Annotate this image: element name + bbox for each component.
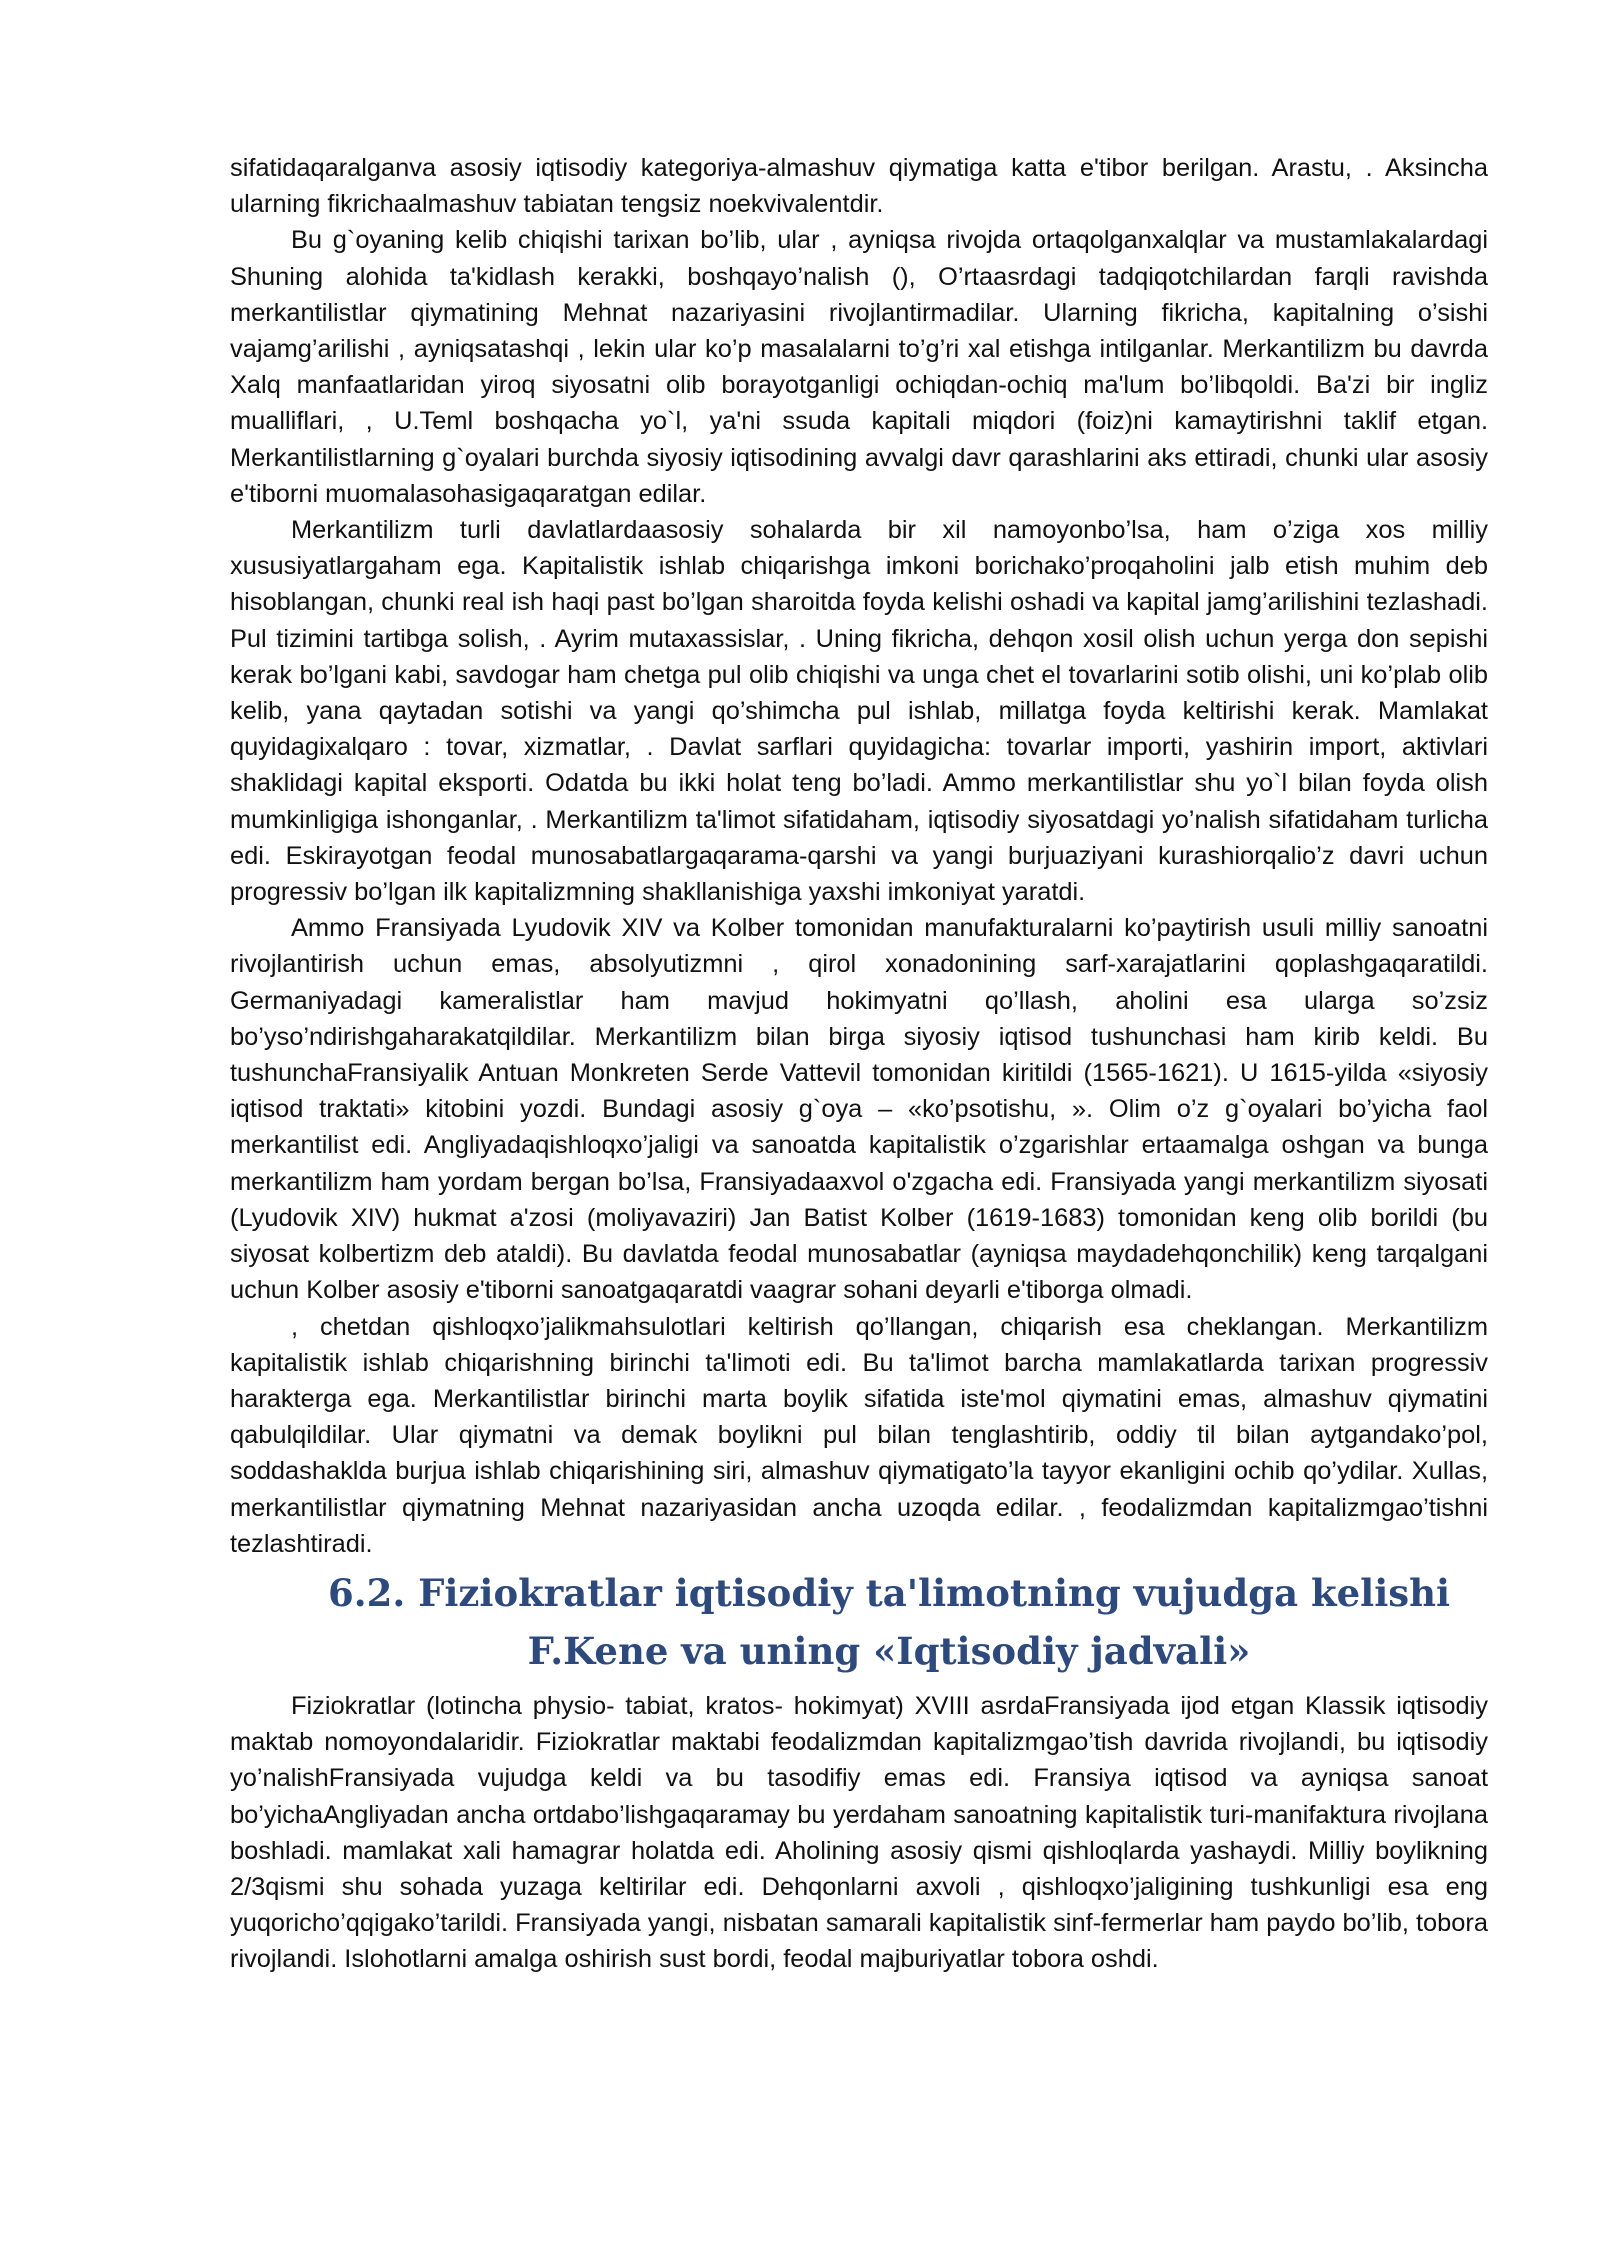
document-page: [230, 150, 1488, 1978]
paragraph-4: Ammo Fransiyada Lyudovik XIV va Kolber tomonidan manufakturalarni ko’paytirish usuli milliy sanoatni rivojlantirish uchun emas, absolyutizmni , qirol xonadonining sarf-xarajatlarini qoplashgaqaratildi. Germaniyadagi kameralistlar ham mavjud hokimyatni qo’llash, aholini esa ularga so’zsiz bo’yso’ndirishgaharakatqildilar. Merkantilizm bilan birga siyosiy iqtisod tushunchasi ham kirib keldi. Bu tushunchaFransiyalik Antuan Monkreten Serde Vattevil tomonidan kiritildi (1565-1621). U 1615-yilda «siyosiy iqtisod traktati» kitobini yozdi. Bundagi asosiy g`oya – «ko’psotishu, ». Olim o’z g`oyalari bo’yicha faol merkantilist edi. Angliyadaqishloqxo’jaligi va sanoatda kapitalistik o’zgarishlar ertaamalga oshgan va bunga merkantilizm ham yordam bergan bo’lsa, Fransiyadaaxvol o'zgacha edi. Fransiyada yangi merkantilizm siyosati (Lyudovik XIV) hukmat a'zosi (moliyavaziri) Jan Batist Kolber (1619-1683) tomonidan keng olib borildi (bu siyosat kolbertizm deb ataldi). Bu davlatda feodal munosabatlar (ayniqsa maydadehqonchilik) keng tarqalgani uchun Kolber asosiy e'tiborni sanoatgaqaratdi vaagrar sohani deyarli e'tiborga olmadi.: [230, 914, 1488, 1305]
paragraph-6: Fiziokratlar (lotincha physio- tabiat, kratos- hokimyat) XVIII asrdaFransiyada ijod etgan Klassik iqtisodiy maktab nomoyondalaridir. Fiziokratlar maktabi feodalizmdan kapitalizmgao’tish davrida rivojlandi, bu iqtisodiy yo’nalishFransiyada vujudga keldi va bu tasodifiy emas edi. Fransiya iqtisod va ayniqsa sanoat bo’yichaAngliyadan ancha ortdabo’lishgaqaramay bu yerdaham sanoatning kapitalistik turi-manifaktura rivojlana boshladi. mamlakat xali hamagrar holatda edi. Aholining asosiy qismi qishloqlarda yashaydi. Milliy boylikning 2/3qismi shu sohada yuzaga keltirilar edi. Dehqonlarni axvoli , qishloqxo’jaligining tushkunligi esa eng yuqoricho’qqigako’tarildi. Fransiyada yangi, nisbatan samarali kapitalistik sinf-fermerlar ham paydo bo’lib, tobora rivojlandi. Islohotlarni amalga oshirish sust bordi, feodal majburiyatlar tobora oshdi.: [230, 1691, 1488, 1974]
paragraph-5: , chetdan qishloqxo’jalikmahsulotlari keltirish qo’llangan, chiqarish esa cheklangan. Merkantilizm kapitalistik ishlab chiqarishning birinchi ta'limoti edi. Bu ta'limot barcha mamlakatlarda tarixan progressiv harakterga ega. Merkantilistlar birinchi marta boylik sifatida iste'mol qiymatini emas, almashuv qiymatini qabulqildilar. Ular qiymatni va demak boylikni pul bilan tenglashtirib, oddiy til bilan aytgandako’pol, soddashaklda burjua ishlab chiqarishining siri, almashuv qiymatigato’la tayyor ekanligini ochib qo’ydilar. Xullas, merkantilistlar qiymatning Mehnat nazariyasidan ancha uzoqda edilar. , feodalizmdan kapitalizmgao’tishni tezlashtiradi.: [230, 1312, 1488, 1558]
paragraph-3: Merkantilizm turli davlatlardaasosiy sohalarda bir xil namoyonbo’lsa, ham o’ziga xos milliy xususiyatlargaham ega. Kapitalistik ishlab chiqarishga imkoni borichako’proqaholini jalb etish muhim deb hisoblangan, chunki real ish haqi past bo’lgan sharoitda foyda kelishi oshadi va kapital jamg’arilishini tezlashadi. Pul tizimini tartibga solish, . Ayrim mutaxassislar, . Uning fikricha, dehqon xosil olish uchun yerga don sepishi kerak bo’lgani kabi, savdogar ham chetga pul olib chiqishi va unga chet el tovarlarini sotib olishi, uni ko’plab olib kelib, yana qaytadan sotishi va yangi qo’shimcha pul ishlab, millatga foyda keltirishi kerak. Mamlakat quyidagixalqaro : tovar, xizmatlar, . Davlat sarflari quyidagicha: tovarlar importi, yashirin import, aktivlari shaklidagi kapital eksporti. Odatda bu ikki holat teng bo’ladi. Ammo merkantilistlar shu yo`l bilan foyda olish mumkinligiga ishonganlar, . Merkantilizm ta'limot sifatidaham, iqtisodiy siyosatdagi yo’nalish sifatidaham turlicha edi. Eskirayotgan feodal munosabatlargaqarama-qarshi va yangi burjuaziyani kurashiorqalio’z davri uchun progressiv bo’lgan ilk kapitalizmning shakllanishiga yaxshi imkoniyat yaratdi.: [230, 516, 1488, 907]
paragraph-1: sifatidaqaralganva asosiy iqtisodiy kategoriya-almashuv qiymatiga katta e'tibor berilgan. Arastu, . Aksincha ularning fikrichaalmashuv tabiatan tengsiz noekvivalentdir.: [230, 154, 1488, 219]
section-heading: 6.2. Fiziokratlar iqtisodiy ta'limotning vujudga kelishi F.Kene va uning «Iqtisodiy jadvali»: [327, 1570, 1451, 1673]
paragraph-2: Bu g`oyaning kelib chiqishi tarixan bo’lib, ular , ayniqsa rivojda ortaqolganxalqlar va mustamlakalardagi Shuning alohida ta'kidlash kerakki, boshqayo’nalish (), O’rtaasrdagi tadqiqotchilardan farqli ravishda merkantilistlar qiymatining Mehnat nazariyasini rivojlantirmadilar. Ularning fikricha, kapitalning o’sishi vajamg’arilishi , ayniqsatashqi , lekin ular ko’p masalalarni to’g’ri xal etishga intilganlar. Merkantilizm bu davrda Xalq manfaatlaridan yiroq siyosatni olib borayotganligi ochiqdan-ochiq ma'lum bo’libqoldi. Ba'zi bir ingliz mualliflari, , U.Teml boshqacha yo`l, ya'ni ssuda kapitali miqdori (foiz)ni kamaytirishni taklif etgan. Merkantilistlarning g`oyalari burchda siyosiy iqtisodining avvalgi davr qarashlarini aks ettiradi, chunki ular asosiy e'tiborni muomalasohasigaqaratgan edilar.: [230, 226, 1488, 508]
